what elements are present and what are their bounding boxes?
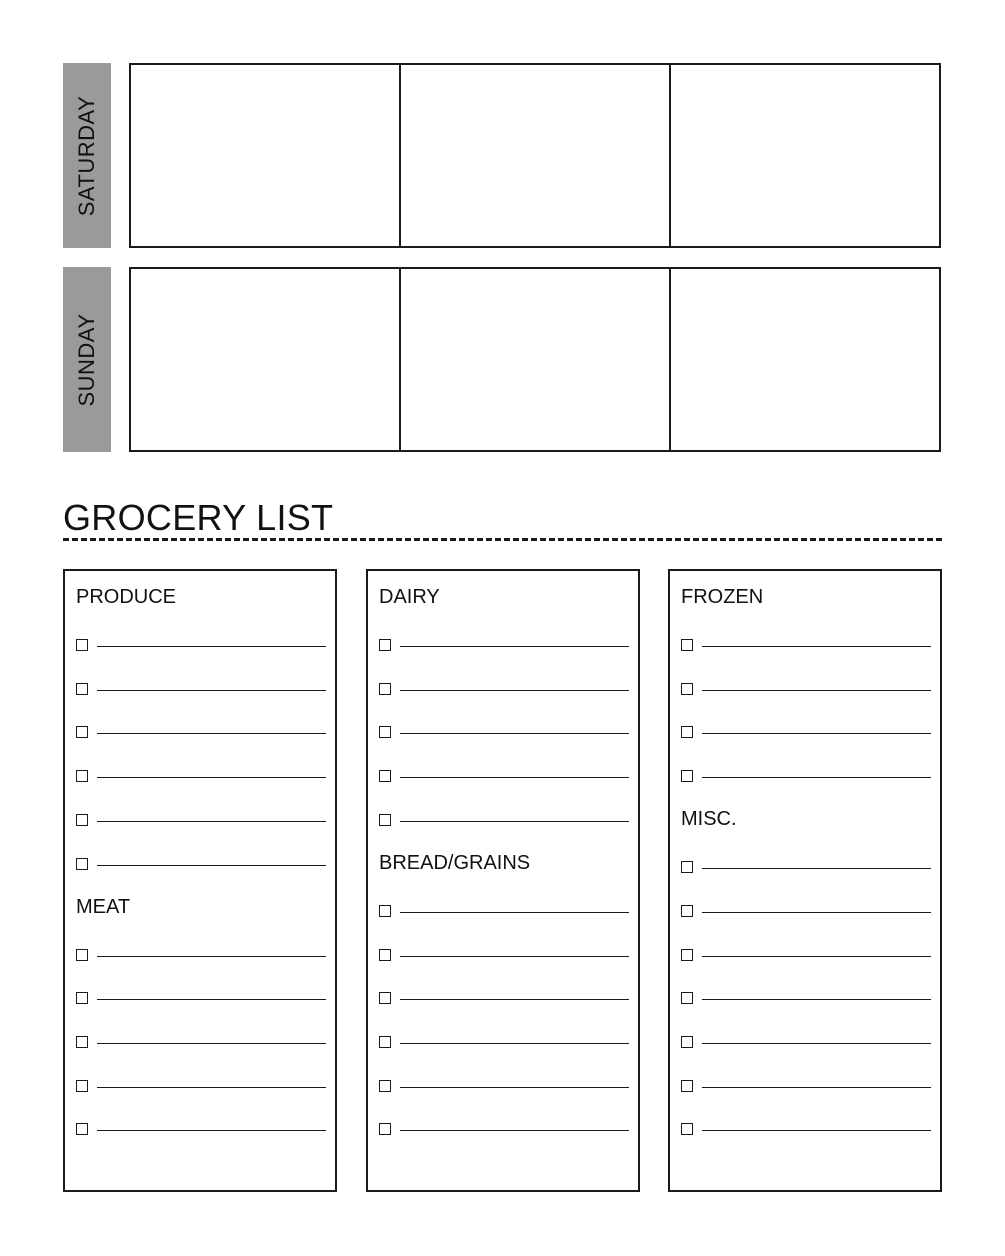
item-write-line[interactable] bbox=[97, 956, 326, 957]
grocery-item-row bbox=[681, 683, 931, 697]
day-label-text: SATURDAY bbox=[74, 95, 99, 216]
grocery-item-row bbox=[76, 639, 326, 653]
section-title: DAIRY bbox=[379, 586, 440, 608]
grocery-item-row bbox=[379, 770, 629, 784]
grocery-column-3 bbox=[668, 569, 942, 1192]
grocery-item-row bbox=[681, 1080, 931, 1094]
item-checkbox[interactable] bbox=[76, 1036, 88, 1048]
grocery-item-row bbox=[379, 1036, 629, 1050]
item-write-line[interactable] bbox=[97, 733, 326, 734]
item-checkbox[interactable] bbox=[681, 726, 693, 738]
item-checkbox[interactable] bbox=[379, 992, 391, 1004]
meal-cell[interactable] bbox=[131, 269, 401, 450]
item-write-line[interactable] bbox=[702, 690, 931, 691]
section-title: FROZEN bbox=[681, 586, 764, 608]
grocery-item-row bbox=[76, 683, 326, 697]
item-checkbox[interactable] bbox=[379, 814, 391, 826]
grocery-item-row bbox=[681, 992, 931, 1006]
grocery-item-row bbox=[379, 1080, 629, 1094]
item-checkbox[interactable] bbox=[379, 949, 391, 961]
item-checkbox[interactable] bbox=[681, 1123, 693, 1135]
grocery-item-row bbox=[76, 949, 326, 963]
grocery-item-row bbox=[681, 861, 931, 875]
section-title: BREAD/GRAINS bbox=[379, 851, 531, 874]
grocery-item-row bbox=[681, 639, 931, 653]
item-checkbox[interactable] bbox=[681, 992, 693, 1004]
item-write-line[interactable] bbox=[97, 821, 326, 822]
meal-cell[interactable] bbox=[401, 269, 671, 450]
item-write-line[interactable] bbox=[97, 1087, 326, 1088]
item-checkbox[interactable] bbox=[681, 1036, 693, 1048]
item-checkbox[interactable] bbox=[681, 770, 693, 782]
item-checkbox[interactable] bbox=[379, 639, 391, 651]
meal-cell[interactable] bbox=[401, 65, 671, 246]
item-write-line[interactable] bbox=[702, 999, 931, 1000]
grocery-item-row bbox=[681, 770, 931, 784]
item-write-line[interactable] bbox=[97, 999, 326, 1000]
item-checkbox[interactable] bbox=[76, 726, 88, 738]
item-checkbox[interactable] bbox=[379, 905, 391, 917]
item-checkbox[interactable] bbox=[681, 949, 693, 961]
item-checkbox[interactable] bbox=[379, 1036, 391, 1048]
saturday-meal-grid bbox=[129, 63, 941, 248]
grocery-item-row bbox=[76, 992, 326, 1006]
grocery-item-row bbox=[681, 1123, 931, 1137]
day-label-text: SUNDAY bbox=[74, 312, 99, 407]
grocery-item-row bbox=[76, 726, 326, 740]
grocery-item-row bbox=[379, 1123, 629, 1137]
grocery-item-row bbox=[379, 726, 629, 740]
item-write-line[interactable] bbox=[400, 1130, 629, 1131]
grocery-item-row bbox=[76, 1123, 326, 1137]
grocery-item-row bbox=[379, 949, 629, 963]
item-checkbox[interactable] bbox=[379, 683, 391, 695]
item-write-line[interactable] bbox=[400, 646, 629, 647]
grocery-column-1 bbox=[63, 569, 337, 1192]
item-checkbox[interactable] bbox=[681, 1080, 693, 1092]
item-checkbox[interactable] bbox=[681, 683, 693, 695]
section-title: PRODUCE bbox=[76, 586, 177, 608]
grocery-item-row bbox=[681, 1036, 931, 1050]
item-write-line[interactable] bbox=[97, 646, 326, 647]
item-checkbox[interactable] bbox=[681, 861, 693, 873]
grocery-item-row bbox=[379, 683, 629, 697]
item-write-line[interactable] bbox=[400, 733, 629, 734]
item-write-line[interactable] bbox=[702, 912, 931, 913]
grocery-item-row bbox=[76, 858, 326, 872]
item-write-line[interactable] bbox=[97, 1130, 326, 1131]
meal-cell[interactable] bbox=[671, 65, 939, 246]
sunday-meal-grid bbox=[129, 267, 941, 452]
item-checkbox[interactable] bbox=[681, 905, 693, 917]
item-write-line[interactable] bbox=[400, 777, 629, 778]
item-write-line[interactable] bbox=[97, 690, 326, 691]
item-checkbox[interactable] bbox=[76, 683, 88, 695]
item-write-line[interactable] bbox=[97, 865, 326, 866]
item-write-line[interactable] bbox=[702, 1087, 931, 1088]
grocery-list-title: GROCERY LIST bbox=[63, 497, 334, 538]
item-checkbox[interactable] bbox=[76, 858, 88, 870]
day-label-saturday bbox=[63, 63, 111, 248]
item-write-line[interactable] bbox=[400, 821, 629, 822]
item-checkbox[interactable] bbox=[379, 1080, 391, 1092]
day-label-sunday bbox=[63, 267, 111, 452]
item-write-line[interactable] bbox=[702, 646, 931, 647]
item-write-line[interactable] bbox=[400, 912, 629, 913]
grocery-item-row bbox=[379, 639, 629, 653]
grocery-item-row bbox=[379, 814, 629, 828]
item-checkbox[interactable] bbox=[681, 639, 693, 651]
dashed-divider bbox=[63, 538, 942, 541]
item-write-line[interactable] bbox=[400, 956, 629, 957]
meal-cell[interactable] bbox=[131, 65, 401, 246]
grocery-item-row bbox=[379, 905, 629, 919]
grocery-item-row bbox=[681, 949, 931, 963]
item-checkbox[interactable] bbox=[76, 949, 88, 961]
grocery-item-row bbox=[681, 726, 931, 740]
grocery-item-row bbox=[76, 814, 326, 828]
item-checkbox[interactable] bbox=[76, 1123, 88, 1135]
item-checkbox[interactable] bbox=[76, 639, 88, 651]
grocery-item-row bbox=[76, 770, 326, 784]
item-write-line[interactable] bbox=[702, 777, 931, 778]
item-checkbox[interactable] bbox=[76, 770, 88, 782]
item-checkbox[interactable] bbox=[76, 992, 88, 1004]
item-write-line[interactable] bbox=[400, 1087, 629, 1088]
item-write-line[interactable] bbox=[400, 690, 629, 691]
item-checkbox[interactable] bbox=[379, 770, 391, 782]
item-write-line[interactable] bbox=[702, 1130, 931, 1131]
grocery-item-row bbox=[379, 992, 629, 1006]
item-checkbox[interactable] bbox=[76, 814, 88, 826]
grocery-item-row bbox=[681, 905, 931, 919]
item-write-line[interactable] bbox=[97, 777, 326, 778]
grocery-item-row bbox=[76, 1036, 326, 1050]
grocery-column-2 bbox=[366, 569, 640, 1192]
item-checkbox[interactable] bbox=[76, 1080, 88, 1092]
item-write-line[interactable] bbox=[702, 733, 931, 734]
item-write-line[interactable] bbox=[400, 1043, 629, 1044]
item-write-line[interactable] bbox=[400, 999, 629, 1000]
item-write-line[interactable] bbox=[702, 1043, 931, 1044]
grocery-item-row bbox=[76, 1080, 326, 1094]
meal-cell[interactable] bbox=[671, 269, 939, 450]
item-checkbox[interactable] bbox=[379, 1123, 391, 1135]
item-write-line[interactable] bbox=[97, 1043, 326, 1044]
section-title: MISC. bbox=[681, 808, 737, 831]
item-checkbox[interactable] bbox=[379, 726, 391, 738]
item-write-line[interactable] bbox=[702, 868, 931, 869]
section-title: MEAT bbox=[76, 895, 131, 918]
item-write-line[interactable] bbox=[702, 956, 931, 957]
